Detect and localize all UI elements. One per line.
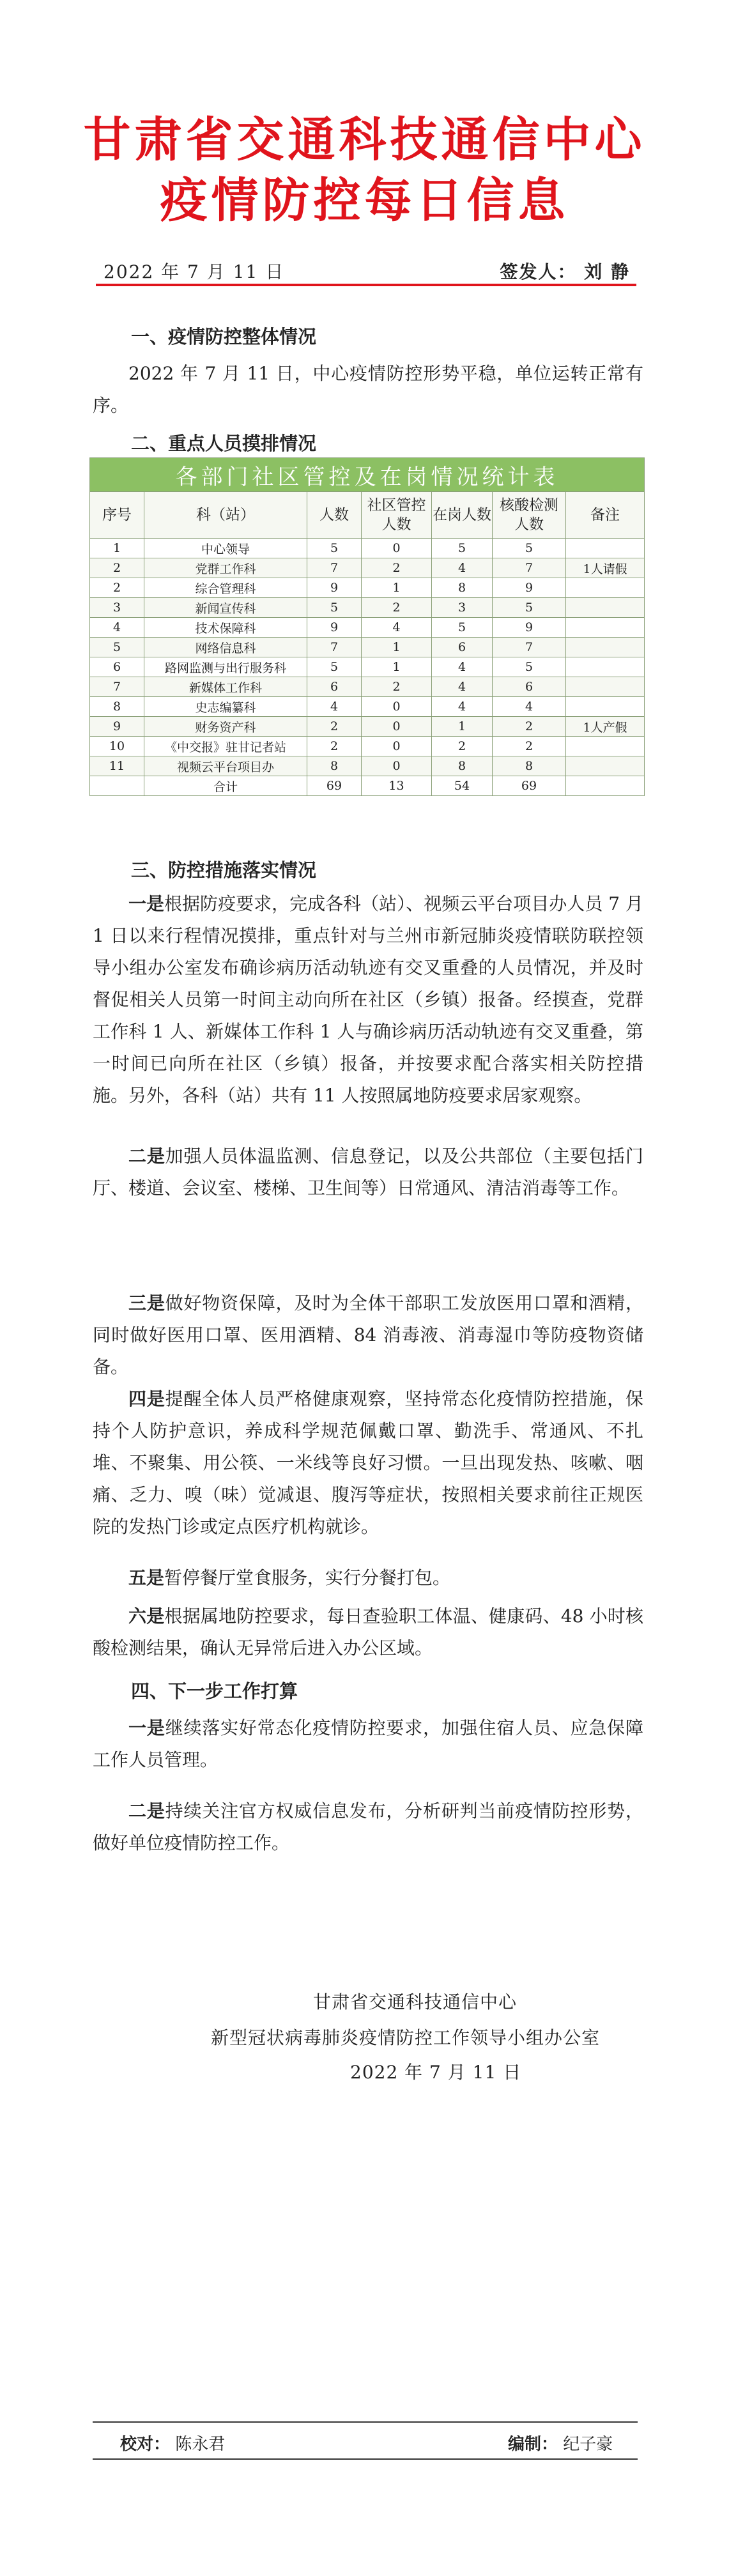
table-cell: 2 xyxy=(362,598,432,618)
table-cell: 5 xyxy=(432,618,493,638)
table-cell: 5 xyxy=(493,657,566,677)
editor-name: 纪子豪 xyxy=(563,2435,613,2454)
table-cell xyxy=(566,539,645,558)
table-cell xyxy=(566,776,645,796)
measure-item-text: 根据属地防控要求，每日查验职工体温、健康码、48 小时核酸检测结果，确认无异常后进入办公区域。 xyxy=(93,1606,643,1659)
table-cell: 1 xyxy=(362,638,432,657)
table-cell: 路网监测与出行服务科 xyxy=(144,657,307,677)
table-cell: 3 xyxy=(432,598,493,618)
measure-item xyxy=(93,888,643,1112)
table-row xyxy=(90,737,645,756)
table-row xyxy=(90,776,645,796)
table-cell: 9 xyxy=(307,618,362,638)
table-cell: 4 xyxy=(362,618,432,638)
doc-title-line2: 疫情防控每日信息 xyxy=(160,173,569,228)
header-divider xyxy=(96,284,636,286)
proofreader-name: 陈永君 xyxy=(175,2435,226,2454)
table-row xyxy=(90,756,645,776)
table-cell: 2 xyxy=(90,558,144,578)
proofreader xyxy=(120,2431,225,2455)
signature-date: 2022 年 7 月 11 日 xyxy=(350,2062,522,2083)
table-cell: 9 xyxy=(493,578,566,598)
table-cell: 0 xyxy=(362,697,432,717)
table-cell: 2 xyxy=(307,717,362,737)
table-cell: 1人产假 xyxy=(566,717,645,737)
measure-item xyxy=(93,1562,643,1594)
table-cell: 8 xyxy=(493,756,566,776)
table-cell: 0 xyxy=(362,539,432,558)
table-cell: 6 xyxy=(90,657,144,677)
plan-item-lead: 二是 xyxy=(128,1800,165,1821)
table-cell: 2 xyxy=(362,558,432,578)
table-cell: 5 xyxy=(493,598,566,618)
table-cell: 中心领导 xyxy=(144,539,307,558)
proofreader-label: 校对： xyxy=(120,2435,171,2454)
editor-label: 编制： xyxy=(508,2435,558,2454)
table-row xyxy=(90,677,645,697)
table-cell: 69 xyxy=(493,776,566,796)
table-cell: 4 xyxy=(307,697,362,717)
table-cell: 综合管理科 xyxy=(144,578,307,598)
table-cell: 4 xyxy=(432,697,493,717)
table-cell: 5 xyxy=(493,539,566,558)
table-cell: 党群工作科 xyxy=(144,558,307,578)
measure-item xyxy=(93,1287,643,1383)
table-row xyxy=(90,578,645,598)
signature-org: 甘肃省交通科技通信中心 xyxy=(313,1991,518,2012)
table-cell: 4 xyxy=(493,697,566,717)
plan-item-lead: 一是 xyxy=(128,1717,165,1738)
plan-item-text: 继续落实好常态化疫情防控要求，加强住宿人员、应急保障工作人员管理。 xyxy=(93,1717,643,1770)
table-cell: 1 xyxy=(362,657,432,677)
table-cell: 11 xyxy=(90,756,144,776)
table-cell: 13 xyxy=(362,776,432,796)
table-cell: 史志编纂科 xyxy=(144,697,307,717)
table-cell: 技术保障科 xyxy=(144,618,307,638)
table-row xyxy=(90,539,645,558)
measure-item xyxy=(93,1140,643,1204)
plan-item xyxy=(93,1795,643,1859)
table-cell: 1人请假 xyxy=(566,558,645,578)
plan-item xyxy=(93,1712,643,1776)
table-cell: 2 xyxy=(90,578,144,598)
table-cell: 8 xyxy=(307,756,362,776)
table-cell: 财务资产科 xyxy=(144,717,307,737)
table-cell: 8 xyxy=(432,756,493,776)
table-cell: 6 xyxy=(493,677,566,697)
table-row xyxy=(90,657,645,677)
table-cell: 10 xyxy=(90,737,144,756)
table-cell: 新闻宣传科 xyxy=(144,598,307,618)
plan-item-text: 持续关注官方权威信息发布，分析研判当前疫情防控形势，做好单位疫情防控工作。 xyxy=(93,1800,643,1853)
table-cell: 2 xyxy=(493,717,566,737)
table-cell: 1 xyxy=(362,578,432,598)
section-3-title: 三、防控措施落实情况 xyxy=(131,859,317,881)
table-cell: 6 xyxy=(307,677,362,697)
measure-item-lead: 五是 xyxy=(128,1567,165,1588)
table-row xyxy=(90,598,645,618)
footer-bottom-line xyxy=(93,2458,638,2460)
table-cell: 5 xyxy=(307,598,362,618)
table-cell: 1 xyxy=(432,717,493,737)
table-cell: 2 xyxy=(432,737,493,756)
table-row xyxy=(90,638,645,657)
section-4-title: 四、下一步工作打算 xyxy=(131,1680,298,1702)
table-cell: 视频云平台项目办 xyxy=(144,756,307,776)
table-cell: 2 xyxy=(493,737,566,756)
section-1-title: 一、疫情防控整体情况 xyxy=(131,326,317,348)
table-cell: 合计 xyxy=(144,776,307,796)
table-cell: 4 xyxy=(432,657,493,677)
table-cell xyxy=(566,697,645,717)
measure-item xyxy=(93,1383,643,1543)
table-cell: 4 xyxy=(432,558,493,578)
table-header-cell: 科（站） xyxy=(144,492,307,539)
table-cell: 9 xyxy=(307,578,362,598)
table-row xyxy=(90,697,645,717)
table-cell: 5 xyxy=(432,539,493,558)
table-cell: 7 xyxy=(307,638,362,657)
table-cell: 0 xyxy=(362,737,432,756)
table-cell: 9 xyxy=(493,618,566,638)
measure-item-text: 提醒全体人员严格健康观察，坚持常态化疫情防控措施，保持个人防护意识，养成科学规范佩戴口罩、勤洗手、常通风、不扎堆、不聚集、用公筷、一米线等良好习惯。一旦出现发热、咳嗽、咽痛、乏力、嗅（味）觉减退、腹泻等症状，按照相关要求前往正规医院的发热门诊或定点医疗机构就诊。 xyxy=(93,1388,643,1537)
table-cell: 54 xyxy=(432,776,493,796)
doc-signer: 签发人： 刘 静 xyxy=(500,261,630,282)
doc-date: 2022 年 7 月 11 日 xyxy=(104,261,285,282)
measure-item-text: 根据防疫要求，完成各科（站）、视频云平台项目办人员 7 月 1 日以来行程情况摸排，重点针对与兰州市新冠肺炎疫情联防联控领导小组办公室发布确诊病历活动轨迹有交叉重叠的人员情况，并及时督促相关人员第一时间主动向所在社区（乡镇）报备。经摸查，党群工作科 1 人、新媒体工作科 1 人与确诊病历活动轨迹有交叉重叠，第一时间已向所在社区（乡镇）报备，并按要求配合落实相关防控措施。另外，各科（站）共有 11 人按照属地防疫要求居家观察。 xyxy=(93,893,643,1106)
table-cell xyxy=(566,638,645,657)
table-cell: 7 xyxy=(493,638,566,657)
measure-item-lead: 三是 xyxy=(128,1292,165,1314)
table-cell xyxy=(566,737,645,756)
table-row xyxy=(90,717,645,737)
table-cell: 8 xyxy=(432,578,493,598)
table-caption: 各部门社区管控及在岗情况统计表 xyxy=(90,458,645,492)
measure-item-lead: 二是 xyxy=(128,1146,165,1167)
table-cell: 2 xyxy=(307,737,362,756)
table-cell: 《中交报》驻甘记者站 xyxy=(144,737,307,756)
table-cell: 6 xyxy=(432,638,493,657)
doc-title-line1: 甘肃省交通科技通信中心 xyxy=(83,112,646,167)
table-cell xyxy=(566,598,645,618)
table-cell: 7 xyxy=(493,558,566,578)
table-cell: 网络信息科 xyxy=(144,638,307,657)
table-header-cell: 社区管控人数 xyxy=(362,492,432,539)
section-1-text: 2022 年 7 月 11 日，中心疫情防控形势平稳，单位运转正常有序。 xyxy=(93,363,643,416)
table-cell: 3 xyxy=(90,598,144,618)
measure-item xyxy=(93,1600,643,1664)
table-cell: 9 xyxy=(90,717,144,737)
table-header-cell: 备注 xyxy=(566,492,645,539)
measure-item-lead: 四是 xyxy=(128,1388,165,1409)
table-header-cell: 人数 xyxy=(307,492,362,539)
measure-item-text: 做好物资保障，及时为全体干部职工发放医用口罩和酒精，同时做好医用口罩、医用酒精、84 消毒液、消毒湿巾等防疫物资储备。 xyxy=(93,1292,643,1377)
table-header-row xyxy=(90,492,645,539)
table-cell: 新媒体工作科 xyxy=(144,677,307,697)
table-cell: 5 xyxy=(307,539,362,558)
table-cell: 5 xyxy=(90,638,144,657)
table-row xyxy=(90,558,645,578)
table-cell: 7 xyxy=(307,558,362,578)
measure-item-lead: 一是 xyxy=(128,893,165,914)
table-header-cell: 核酸检测人数 xyxy=(493,492,566,539)
stats-table xyxy=(89,457,645,796)
table-cell: 2 xyxy=(362,677,432,697)
table-cell xyxy=(566,618,645,638)
table-cell: 1 xyxy=(90,539,144,558)
measure-item-text: 加强人员体温监测、信息登记，以及公共部位（主要包括门厅、楼道、会议室、楼梯、卫生间等）日常通风、清洁消毒等工作。 xyxy=(93,1146,643,1199)
table-cell: 5 xyxy=(307,657,362,677)
table-cell: 0 xyxy=(362,756,432,776)
measure-item-text: 暂停餐厅堂食服务，实行分餐打包。 xyxy=(164,1567,451,1588)
table-cell: 4 xyxy=(90,618,144,638)
footer-top-line xyxy=(93,2421,638,2423)
section-2-title: 二、重点人员摸排情况 xyxy=(131,433,317,454)
table-row xyxy=(90,618,645,638)
table-cell: 69 xyxy=(307,776,362,796)
table-cell: 8 xyxy=(90,697,144,717)
table-cell xyxy=(566,657,645,677)
table-cell xyxy=(566,677,645,697)
table-cell: 7 xyxy=(90,677,144,697)
measure-item-lead: 六是 xyxy=(128,1606,165,1627)
table-cell xyxy=(566,578,645,598)
table-cell xyxy=(566,756,645,776)
table-cell: 0 xyxy=(362,717,432,737)
table-cell: 4 xyxy=(432,677,493,697)
table-cell xyxy=(90,776,144,796)
table-header-cell: 序号 xyxy=(90,492,144,539)
editor xyxy=(508,2431,613,2455)
table-header-cell: 在岗人数 xyxy=(432,492,493,539)
signature-office: 新型冠状病毒肺炎疫情防控工作领导小组办公室 xyxy=(211,2027,601,2048)
